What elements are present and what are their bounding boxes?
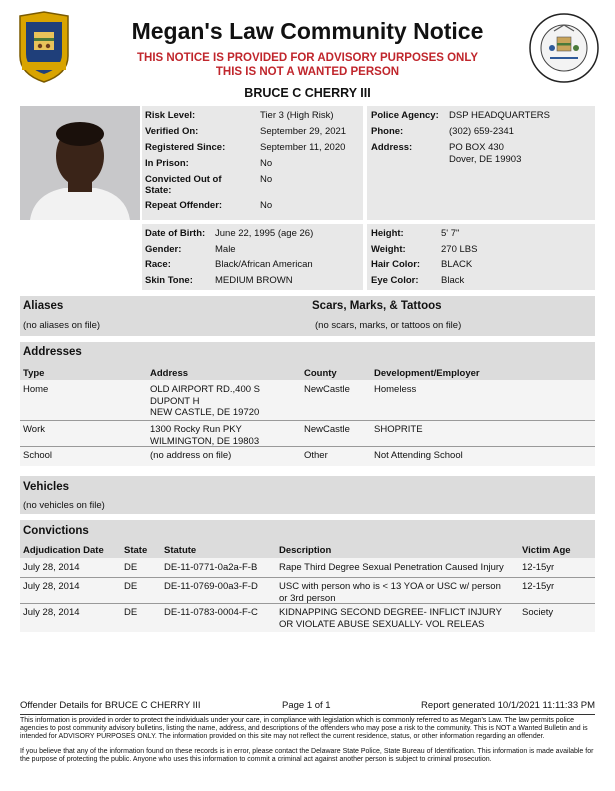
- vehicles-heading: Vehicles: [23, 481, 70, 493]
- physical-row: Date of Birth: June 22, 1995 (age 26): [145, 228, 314, 239]
- table-row: Home OLD AIRPORT RD.,400 S DUPONT H NEW CASTLE, DE 19720 NewCastle Homeless: [23, 384, 417, 418]
- physical-row: Eye Color: Black: [371, 274, 465, 286]
- offender-photo: [20, 106, 140, 220]
- convictions-heading: Convictions: [23, 525, 89, 537]
- physical-description-box: [142, 224, 363, 290]
- addresses-section: [20, 342, 595, 466]
- page-number: Page 1 of 1: [282, 700, 331, 711]
- physical-row: Skin Tone: MEDIUM BROWN: [145, 274, 293, 286]
- risk-row: In Prison: No: [145, 158, 273, 169]
- vehicles-section: [20, 476, 595, 514]
- col-county: County: [304, 368, 337, 379]
- physical-row: Weight: 270 LBS: [371, 243, 478, 255]
- address-cell: OLD AIRPORT RD.,400 S DUPONT H NEW CASTLE, DE 19720: [150, 384, 260, 418]
- address-cell: 1300 Rocky Run PKY WILMINGTON, DE 19803: [150, 424, 260, 447]
- description-cell: USC with person who is < 13 YOA or USC w/ person or 3rd person: [279, 581, 501, 604]
- table-row: July 28, 2014 DE DE-11-0769-00a3-F-D USC with person who is < 13 YOA or USC w/ person or 3rd person 12-15yr: [23, 581, 555, 604]
- col-address: Address: [150, 368, 189, 379]
- notice-title: Megan's Law Community Notice: [131, 18, 484, 44]
- risk-row: Risk Level: Tier 3 (High Risk): [145, 110, 334, 121]
- scars-empty: (no scars, marks, or tattoos on file): [315, 320, 462, 331]
- physical-row: Race: Black/African American: [145, 259, 313, 270]
- risk-row: Convicted Out of State: No: [145, 174, 273, 196]
- table-row: Work 1300 Rocky Run PKY WILMINGTON, DE 19803 NewCastle SHOPRITE: [23, 424, 423, 447]
- physical-row: Gender: Male: [145, 243, 236, 255]
- table-row: July 28, 2014 DE DE-11-0771-0a2a-F-B Rape Third Degree Sexual Penetration Caused Injury 12-15yr: [23, 562, 555, 573]
- table-row: School (no address on file) Other Not Attending School: [23, 450, 463, 461]
- convictions-section: [20, 520, 595, 632]
- agency-row: Police Agency: DSP HEADQUARTERS: [371, 110, 551, 121]
- description-cell: KIDNAPPING SECOND DEGREE- INFLICT INJURY OR VIOLATE ABUSE SEXUALLY- VOL RELEAS: [279, 607, 502, 630]
- vehicles-empty: (no vehicles on file): [23, 500, 105, 511]
- col-adjudication-date: Adjudication Date: [23, 545, 104, 556]
- scars-heading: Scars, Marks, & Tattoos: [312, 300, 442, 312]
- report-generated: Report generated 10/1/2021 11:11:33 PM: [421, 700, 595, 711]
- advisory-notice: THIS NOTICE IS PROVIDED FOR ADVISORY PURPOSES ONLY: [136, 52, 478, 64]
- addresses-heading: Addresses: [23, 346, 82, 358]
- physical-attributes-box: [367, 224, 595, 290]
- agency-row: Address: PO BOX 430 Dover, DE 19903: [371, 142, 522, 165]
- col-state: State: [124, 545, 148, 556]
- offender-name: BRUCE C CHERRY III: [244, 86, 371, 100]
- table-row: July 28, 2014 DE DE-11-0783-0004-F-C KIDNAPPING SECOND DEGREE- INFLICT INJURY OR VIOLATE ABUSE SEXUALLY- VOL RELEAS Society: [23, 607, 554, 630]
- col-statute: Statute: [164, 545, 197, 556]
- risk-list: [145, 110, 360, 216]
- col-victim-age: Victim Age: [522, 545, 571, 556]
- risk-row: Registered Since: September 11, 2020: [145, 142, 346, 153]
- not-wanted-notice: THIS IS NOT A WANTED PERSON: [215, 66, 400, 78]
- col-description: Description: [279, 545, 332, 556]
- physical-row: Height: 5' 7": [371, 228, 460, 239]
- risk-info-box: [142, 106, 363, 220]
- aliases-scars-section: [20, 296, 595, 336]
- col-employer: Development/Employer: [374, 368, 480, 379]
- col-type: Type: [23, 368, 45, 379]
- aliases-heading: Aliases: [23, 300, 64, 312]
- agency-row: Phone: (302) 659-2341: [371, 126, 514, 137]
- agency-info-box: [367, 106, 595, 220]
- aliases-empty: (no aliases on file): [23, 320, 101, 331]
- physical-row: Hair Color: BLACK: [371, 259, 473, 270]
- disclaimer-text: This information is provided in order to protect the individuals under your care, in compliance with legislation which is commonly referred to as Megan's Law. The law permits police agencies to post community advisory bulletins, listing the name, address, and descriptions of the offenders who may pose a risk to the community. This is NOT a Wanted Bulletin and is intended for ADVISORY PURPOSES ONLY. The information provided on this site may not reflect the current residence, status, or other information regarding an offender.: [20, 717, 588, 740]
- report-footer: [20, 700, 595, 712]
- disclaimer-contact: If you believe that any of the information found on these records is in error, please contact the Delaware State Police, State Bureau of Identification. This information is made available for the purpose of protecting the public. Anyone who uses this information to commit a criminal act against another person is subject to criminal prosecution.: [20, 748, 594, 763]
- risk-row: Repeat Offender: No: [145, 200, 273, 211]
- offender-details-label: Offender Details for BRUCE C CHERRY III: [20, 700, 201, 711]
- risk-row: Verified On: September 29, 2021: [145, 126, 347, 137]
